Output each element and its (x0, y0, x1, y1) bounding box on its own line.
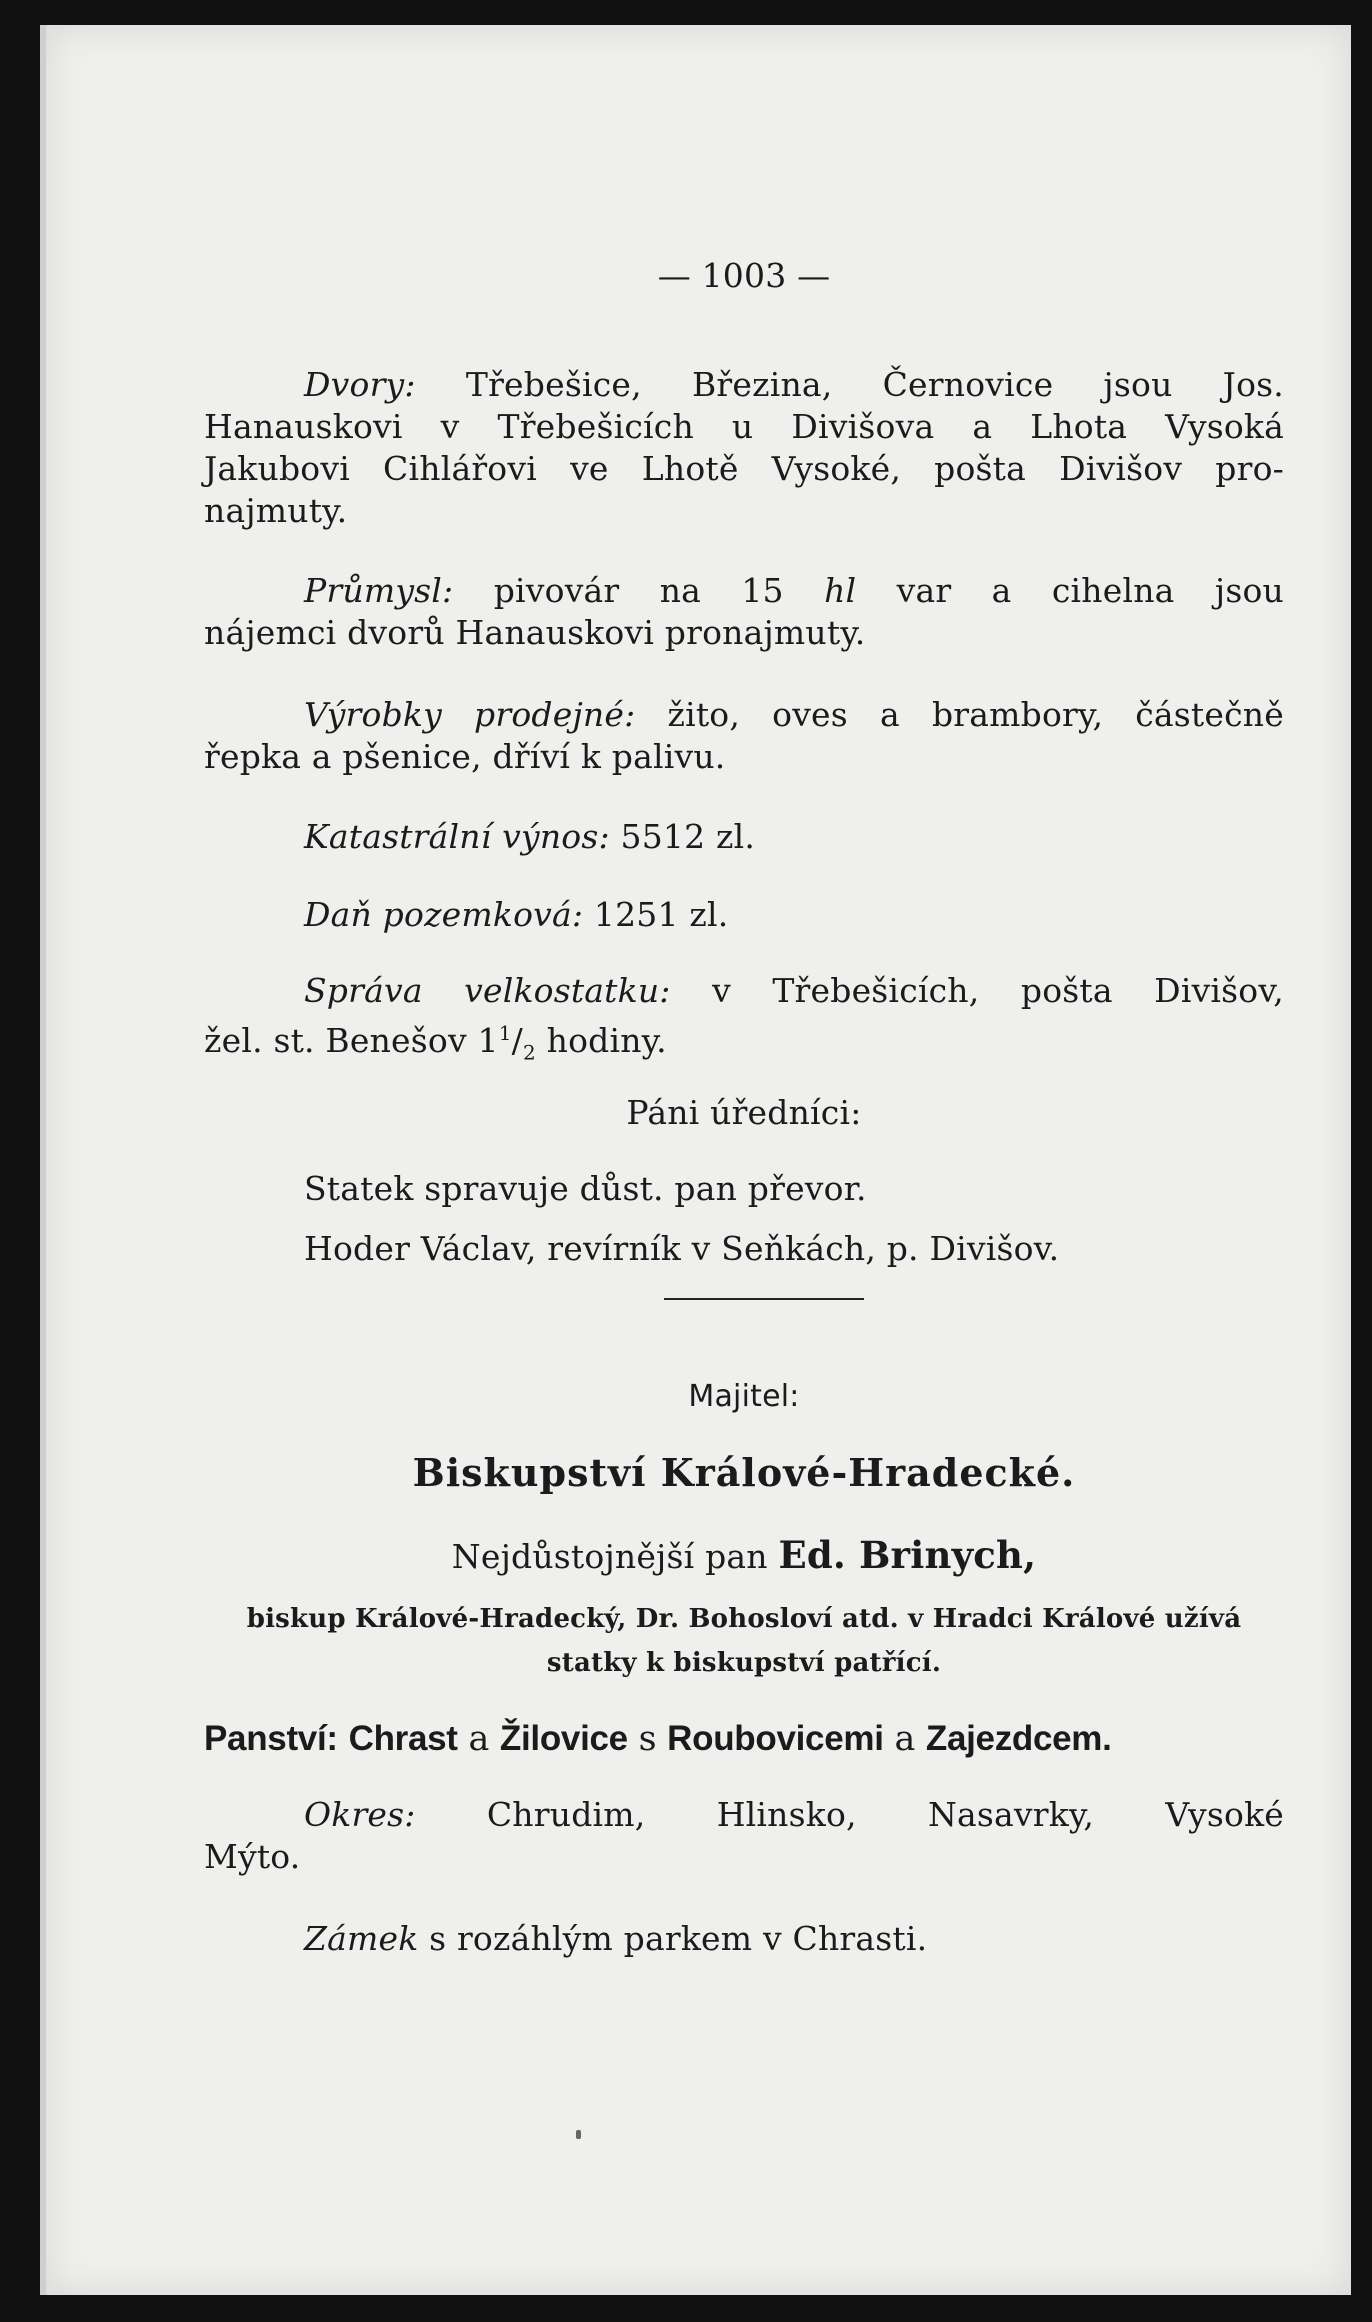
katastralni-line (204, 817, 1351, 857)
okres-label: Okres: (304, 1795, 416, 1834)
paper-speck (576, 2130, 581, 2139)
bishop-line-1: biskup Králové-Hradecký, Dr. Bohosloví atd. v Hradci Králové užívá (246, 1604, 1242, 1634)
bishop-line-2: statky k biskupství patřící. (546, 1648, 942, 1678)
vyrobky-line-1 (204, 695, 1284, 735)
sprava-text-1: v Třebešicích, pošta Divišov, (712, 971, 1284, 1010)
okres-text-1: Chrudim, Hlinsko, Nasavrky, Vysoké (486, 1795, 1284, 1834)
estate-name-1: Chrast (348, 1719, 458, 1758)
sprava-line-1 (204, 971, 1284, 1011)
prumysl-text-a: pivovár na 15 (493, 571, 784, 610)
vyrobky-line-2: řepka a pšenice, dříví k palivu. (204, 737, 726, 776)
zamek-label: Zámek (304, 1919, 419, 1958)
okres-line-2: Mýto. (204, 1837, 301, 1876)
vyrobky-label: Výrobky prodejné: (304, 695, 636, 734)
dvory-line-3: Jakubovi Cihlářovi ve Lhotě Vysoké, pošta Divišov pro- (204, 449, 1284, 488)
estate-name-2: Žilovice (499, 1719, 628, 1758)
estate-name-4: Zajezdcem. (925, 1719, 1112, 1758)
fraction-denominator: 2 (522, 1040, 536, 1065)
majitel-label: Majitel: (688, 1379, 800, 1414)
dvory-label: Dvory: (304, 365, 416, 404)
sprava-line-2: žel. st. Benešov $1^1/_2$ hodiny. (204, 1021, 667, 1065)
nejdustojnejsi-line (204, 1535, 1284, 1577)
prumysl-line-2: nájemci dvorů Hanauskovi pronajmuty. (204, 613, 866, 652)
conj-a-2: a (894, 1719, 916, 1759)
prumysl-line-1 (204, 571, 1284, 611)
staff-line-2: Hoder Václav, revírník v Seňkách, p. Divišov. (304, 1229, 1060, 1268)
dvory-line-4: najmuty. (204, 491, 348, 530)
dvory-line-2: Hanauskovi v Třebešicích u Divišova a Lhota Vysoká (204, 407, 1284, 446)
dan-label: Daň pozemková: (304, 895, 584, 934)
staff-line-1: Statek spravuje důst. pan převor. (304, 1169, 867, 1208)
dan-line (204, 895, 1351, 935)
sprava-text-2a: žel. st. Benešov 1 (204, 1021, 499, 1060)
panstvi-label: Panství: (204, 1719, 338, 1758)
sprava-text-2b: hodiny. (546, 1021, 667, 1060)
dan-value: 1251 zl. (593, 895, 729, 934)
section-divider (664, 1298, 864, 1300)
prumysl-label: Průmysl: (304, 571, 454, 610)
okres-line-1 (204, 1795, 1284, 1835)
zamek-text: s rozáhlým parkem v Chrasti. (429, 1919, 928, 1958)
estate-name-3: Roubovicemi (667, 1719, 884, 1758)
dvory-line-1 (204, 365, 1284, 405)
dvory-text-1: Třebešice, Březina, Černovice jsou Jos. (465, 365, 1284, 404)
page-number: — 1003 — (657, 256, 831, 295)
prumysl-unit: hl (824, 571, 857, 610)
conj-s: s (638, 1719, 657, 1759)
book-page (40, 25, 1351, 2295)
panstvi-line (204, 1719, 1284, 1759)
sprava-label: Správa velkostatku: (304, 971, 671, 1010)
nejdustojnejsi-prefix: Nejdůstojnější pan (451, 1537, 768, 1576)
fraction-numerator: 1 (498, 1021, 512, 1045)
conj-a-1: a (468, 1719, 490, 1759)
prumysl-text-b: var a cihelna jsou (896, 571, 1284, 610)
zamek-line (204, 1919, 1351, 1959)
bishop-name: Ed. Brinych, (778, 1533, 1037, 1577)
pani-urednici-heading: Páni úředníci: (626, 1093, 862, 1132)
katastralni-value: 5512 zl. (620, 817, 756, 856)
owner-title: Biskupství Králové-Hradecké. (412, 1450, 1076, 1495)
vyrobky-text-1: žito, oves a brambory, částečně (667, 695, 1284, 734)
katastralni-label: Katastrální výnos: (304, 817, 610, 856)
